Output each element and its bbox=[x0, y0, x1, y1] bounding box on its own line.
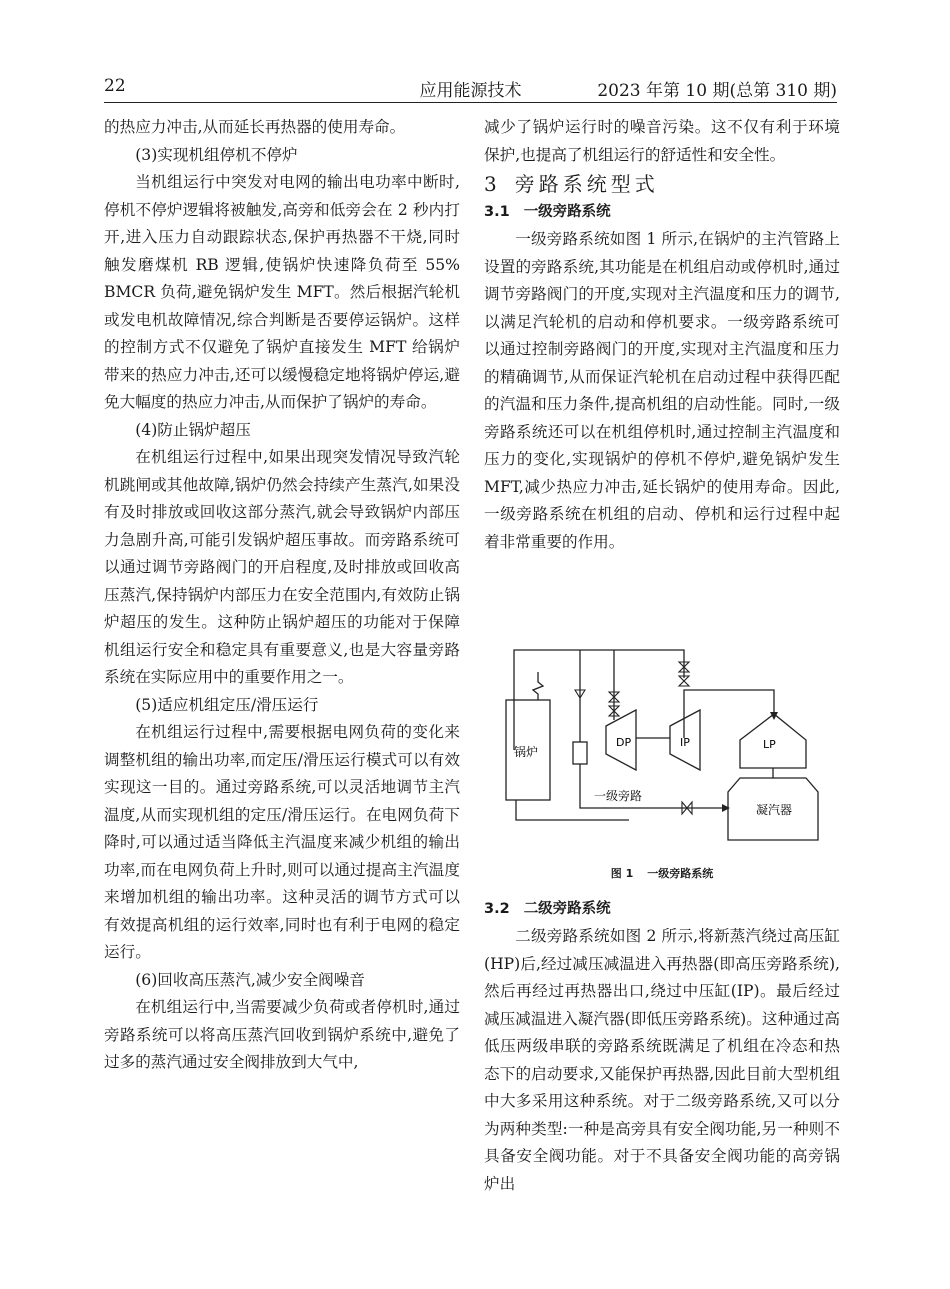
ip-label: IP bbox=[680, 736, 690, 749]
paragraph: 当机组运行中突发对电网的输出电功率中断时,停机不停炉逻辑将被触发,高旁和低旁会在 2 秒内打开,进入压力自动跟踪状态,保护再热器不干烧,同时触发磨煤机 RB 逻辑,使锅炉快速降负荷至 55% BMCR 负荷,避免锅炉发生 MFT。然后根据汽轮机或发电机故障情况,综合判断是否要停运锅炉。这样的控制方式不仅避免了锅炉直接发生 MFT 给锅炉带来的热应力冲击,还可以缓慢稳定地将锅炉停运,避免大幅度的热应力冲击,从而保护了锅炉的寿命。 bbox=[104, 173, 460, 411]
desuperheater-box bbox=[573, 742, 587, 764]
item-heading: (6)回收高压蒸汽,减少安全阀噪音 bbox=[135, 970, 365, 989]
issue-info: 2023 年第 10 期(总第 310 期) bbox=[597, 81, 837, 101]
item-heading: (5)适应机组定压/滑压运行 bbox=[135, 695, 319, 714]
paragraph: 减少了锅炉运行时的噪音污染。这不仅有利于环境保护,也提高了机组运行的舒适性和安全性。 bbox=[484, 118, 840, 164]
paragraph: 在机组运行过程中,需要根据电网负荷的变化来调整机组的输出功率,而定压/滑压运行模式可以有效实现这一目的。通过旁路系统,可以灵活地调节主汽温度,从而实现机组的定压/滑压运行。在电网负荷下降时,可以通过适当降低主汽温度来减少机组的输出功率,而在电网负荷上升时,则可以通过提高主汽温度来增加机组的输出功率。这种灵活的调节方式可以有效提高机组的运行效率,同时也有利于电网的稳定运行。 bbox=[104, 723, 460, 961]
arrow-icon bbox=[722, 804, 730, 812]
journal-name: 应用能源技术 bbox=[419, 81, 522, 101]
left-column bbox=[104, 114, 460, 1077]
paragraph: 二级旁路系统如图 2 所示,将新蒸汽绕过高压缸(HP)后,经过减压减温进入再热器(即高压旁路系统),然后再经过再热器出口,绕过中压缸(IP)。最后经过减压减温进入凝汽器(即低压旁路系统)。这种通过高低压两级串联的旁路系统既满足了机组在冷态和热态下的启动要求,又能保护再热器,因此目前大型机组中大多采用这种系统。对于二级旁路系统,又可以分为两种类型:一种是高旁具有安全阀功能,另一种则不具备安全阀功能。对于不具备安全阀功能的高旁锅炉出 bbox=[484, 927, 840, 1193]
paragraph: 一级旁路系统如图 1 所示,在锅炉的主汽管路上设置的旁路系统,其功能是在机组启动或停机时,通过调节旁路阀门的开度,实现对主汽温度和压力的调节,以满足汽轮机的启动和停机要求。一级旁路系统可以通过控制旁路阀门的开度,实现对主汽温度和压力的精确调节,从而保证汽轮机在启动过程中获得匹配的汽温和压力条件,提高机组的启动性能。同时,一级旁路系统还可以在机组停机时,通过控制主汽温度和压力的变化,实现锅炉的停机不停炉,避免锅炉发生 MFT,减少热应力冲击,延长锅炉的使用寿命。因此,一级旁路系统在机组的启动、停机和运行过程中起着非常重要的作用。 bbox=[484, 230, 840, 551]
item-heading: (4)防止锅炉超压 bbox=[135, 420, 251, 439]
right-column bbox=[484, 114, 840, 556]
subsection-heading: 3.1 一级旁路系统 bbox=[484, 204, 611, 220]
condenser-label: 凝汽器 bbox=[756, 803, 793, 817]
figure-caption: 图 1 一级旁路系统 bbox=[610, 867, 714, 880]
paragraph: 在机组运行中,当需要减少负荷或者停机时,通过旁路系统可以将高压蒸汽回收到锅炉系统中,避免了过多的蒸汽通过安全阀排放到大气中, bbox=[104, 998, 460, 1071]
page-number: 22 bbox=[104, 76, 126, 96]
lp-label: LP bbox=[763, 738, 776, 751]
item-heading: (3)实现机组停机不停炉 bbox=[135, 145, 298, 164]
dp-label: DP bbox=[616, 736, 632, 749]
page-header bbox=[104, 76, 837, 103]
subsection-heading: 3.2 二级旁路系统 bbox=[484, 901, 611, 917]
bypass-label: 一级旁路 bbox=[594, 789, 643, 803]
section-heading: 3 旁路系统型式 bbox=[484, 172, 659, 196]
paragraph: 的热应力冲击,从而延长再热器的使用寿命。 bbox=[104, 118, 406, 136]
figure-one-stage-bypass bbox=[484, 630, 840, 880]
boiler-label: 锅炉 bbox=[514, 745, 539, 759]
right-column-lower bbox=[484, 896, 840, 1198]
paragraph: 在机组运行过程中,如果出现突发情况导致汽轮机跳闸或其他故障,锅炉仍然会持续产生蒸汽,如果没有及时排放或回收这部分蒸汽,就会导致锅炉内部压力急剧升高,可能引发锅炉超压事故。而旁路系统可以通过调节旁路阀门的开启程度,及时排放或回收高压蒸汽,保持锅炉内部压力在安全范围内,有效防止锅炉超压的发生。这种防止锅炉超压的功能对于保障机组运行安全和稳定具有重要意义,也是大容量旁路系统在实际应用中的重要作用之一。 bbox=[104, 448, 460, 686]
